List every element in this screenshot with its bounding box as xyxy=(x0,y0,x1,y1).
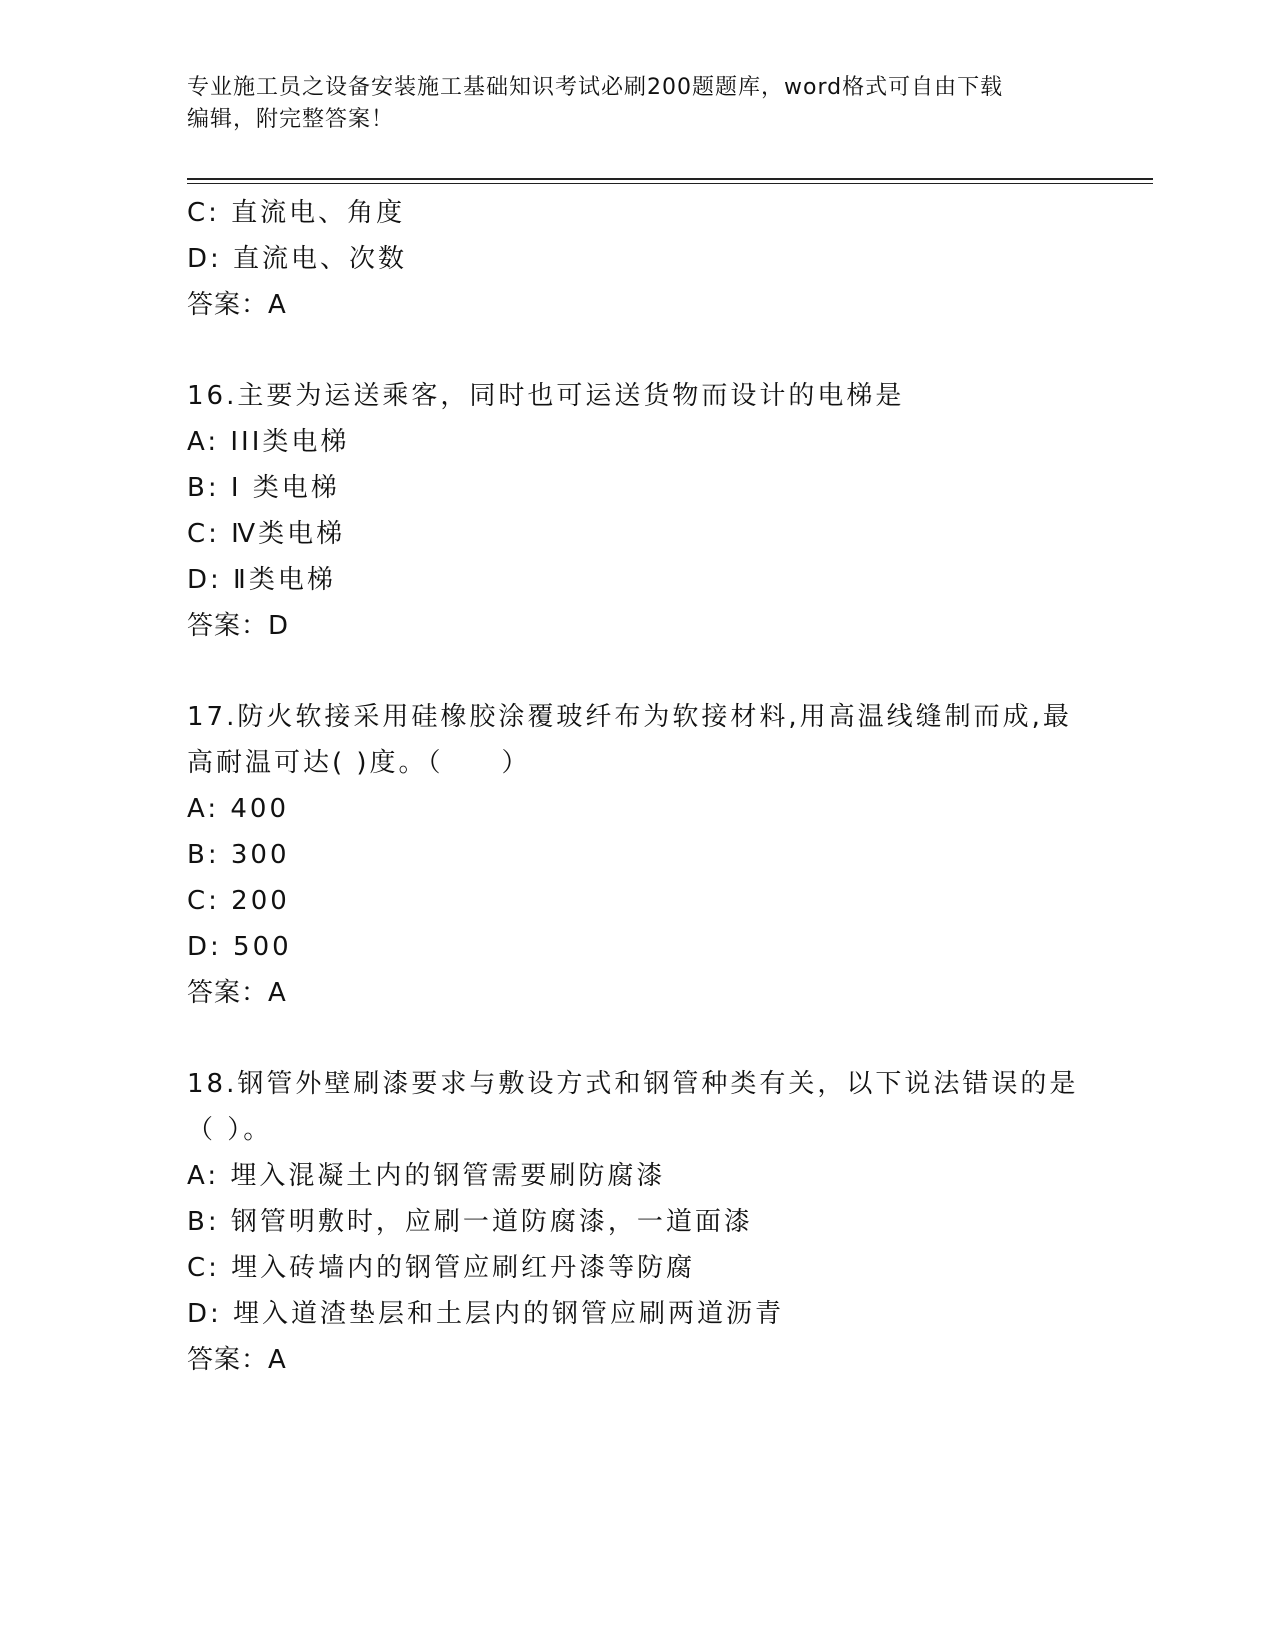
option-a: A: 埋入混凝土内的钢管需要刷防腐漆 xyxy=(187,1161,666,1191)
answer: 答案：D xyxy=(187,611,290,641)
option-b: B: I 类电梯 xyxy=(187,473,340,503)
question-content xyxy=(187,190,1087,1383)
header-divider-thin xyxy=(187,183,1153,184)
question-18-block xyxy=(187,1061,1087,1383)
question-text-line-1: 18.钢管外壁刷漆要求与敷设方式和钢管种类有关，以下说法错误的是 xyxy=(187,1069,1079,1099)
option-c: C: 埋入砖墙内的钢管应刷红丹漆等防腐 xyxy=(187,1253,696,1283)
document-header xyxy=(187,72,1067,136)
question-15-block xyxy=(187,190,1087,328)
option-b: B: 钢管明敷时，应刷一道防腐漆，一道面漆 xyxy=(187,1207,753,1237)
answer: 答案：A xyxy=(187,978,287,1008)
header-divider-thick xyxy=(187,178,1153,180)
option-a: A: 400 xyxy=(187,794,289,824)
question-16-block xyxy=(187,373,1087,649)
question-text-line-1: 17.防火软接采用硅橡胶涂覆玻纤布为软接材料,用高温线缝制而成,最 xyxy=(187,702,1072,732)
option-a: A: III类电梯 xyxy=(187,427,350,457)
option-d: D: 500 xyxy=(187,932,292,962)
option-b: B: 300 xyxy=(187,840,290,870)
answer: 答案：A xyxy=(187,290,287,320)
option-c: C: Ⅳ类电梯 xyxy=(187,519,346,549)
question-17-block xyxy=(187,694,1087,1016)
answer: 答案：A xyxy=(187,1345,287,1375)
question-text-line-2: 高耐温可达( )度。（ ） xyxy=(187,748,531,778)
question-text-line-2: （ ）。 xyxy=(187,1115,273,1145)
option-d: D: Ⅱ类电梯 xyxy=(187,565,336,595)
option-c: C: 直流电、角度 xyxy=(187,198,406,228)
option-d: D: 直流电、次数 xyxy=(187,244,408,274)
option-d: D: 埋入道渣垫层和土层内的钢管应刷两道沥青 xyxy=(187,1299,785,1329)
option-c: C: 200 xyxy=(187,886,290,916)
question-text: 16.主要为运送乘客，同时也可运送货物而设计的电梯是 xyxy=(187,381,905,411)
header-line-2: 编辑，附完整答案！ xyxy=(187,107,395,132)
header-line-1: 专业施工员之设备安装施工基础知识考试必刷200题题库，word格式可自由下载 xyxy=(187,75,1004,100)
